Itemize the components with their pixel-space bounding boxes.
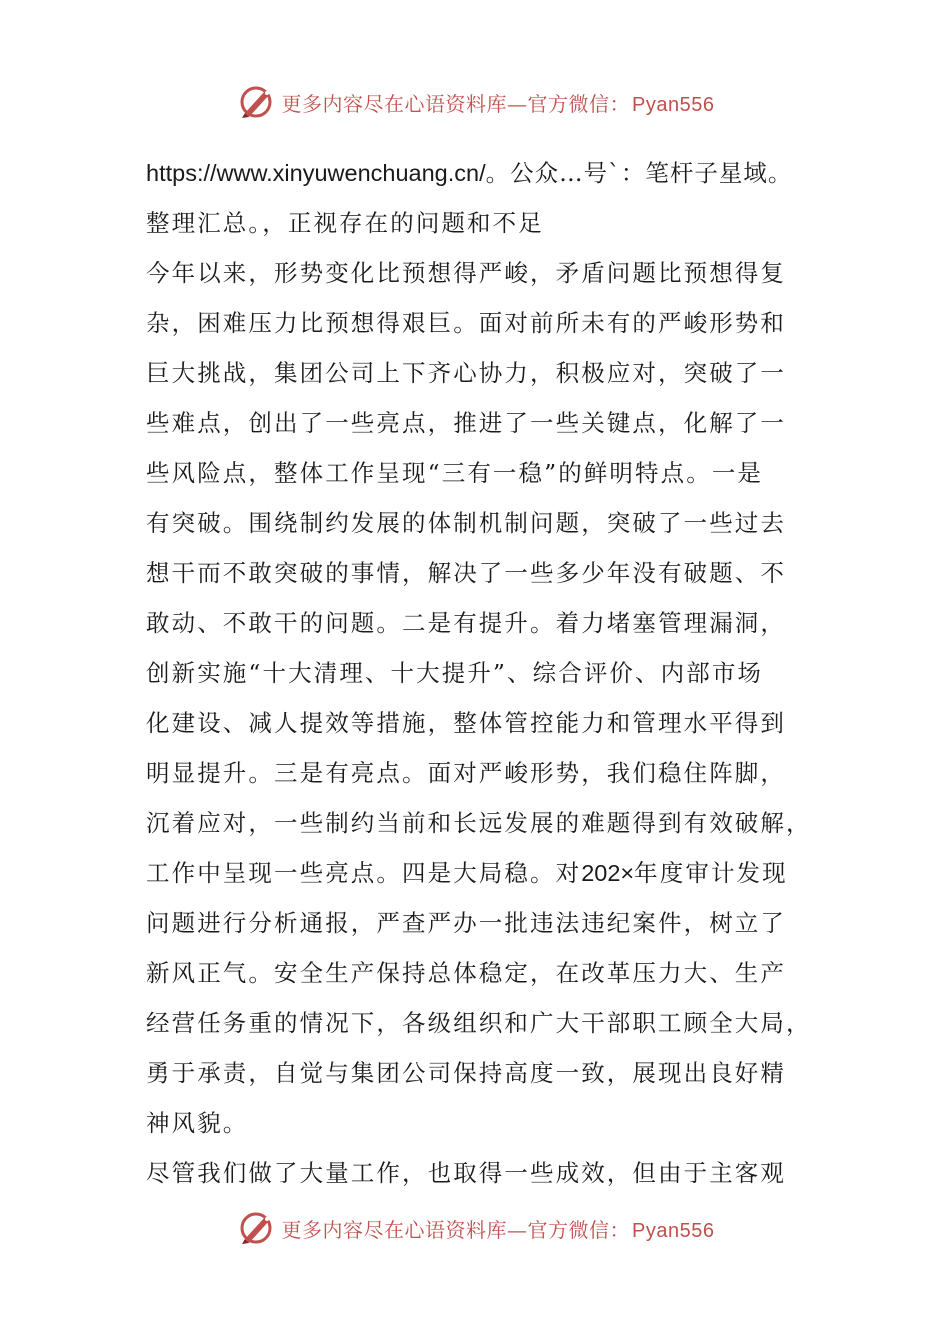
wechat-id: Pyan556 xyxy=(632,93,715,116)
paragraph-line: 工作中呈现一些亮点。四是大局稳。对202×年度审计发现 xyxy=(146,859,788,887)
paragraph-line: 些难点，创出了一些亮点，推进了一些关键点，化解了一 xyxy=(146,409,786,437)
paragraph-line: 有突破。围绕制约发展的体制机制问题，突破了一些过去 xyxy=(146,509,786,537)
header-watermark-banner xyxy=(0,80,950,124)
paragraph-line: 明显提升。三是有亮点。面对严峻形势，我们稳住阵脚， xyxy=(146,759,786,787)
paragraph-line: 今年以来，形势变化比预想得严峻，矛盾问题比预想得复 xyxy=(146,259,786,287)
paragraph-line: 想干而不敢突破的事情，解决了一些多少年没有破题、不 xyxy=(146,559,786,587)
paragraph-line: 敢动、不敢干的问题。二是有提升。着力堵塞管理漏洞， xyxy=(146,609,786,637)
document-body xyxy=(146,148,826,1198)
paragraph-line: 神风貌。 xyxy=(146,1109,249,1137)
banner-text: 更多内容尽在心语资料库—官方微信： Pyan556 xyxy=(281,91,715,116)
paragraph-line: 巨大挑战，集团公司上下齐心协力，积极应对，突破了一 xyxy=(146,359,786,387)
banner-text: 更多内容尽在心语资料库—官方微信： Pyan556 xyxy=(281,1217,715,1242)
footer-watermark-banner xyxy=(0,1206,950,1250)
paragraph-line: 经营任务重的情况下，各级组织和广大干部职工顾全大局， xyxy=(146,1009,812,1037)
wechat-id: Pyan556 xyxy=(632,1219,715,1242)
paragraph-line: 新风正气。安全生产保持总体稳定，在改革压力大、生产 xyxy=(146,959,786,987)
pen-logo-icon xyxy=(236,82,276,122)
paragraph-line: 问题进行分析通报，严查严办一批违法违纪案件，树立了 xyxy=(146,909,786,937)
source-url[interactable]: https://www.xinyuwenchuang.cn/ xyxy=(146,160,486,186)
paragraph-line: 化建设、减人提效等措施，整体管控能力和管理水平得到 xyxy=(146,709,786,737)
paragraph-line: 尽管我们做了大量工作，也取得一些成效，但由于主客观 xyxy=(146,1159,786,1187)
paragraph-line: 整理汇总。，正视存在的问题和不足 xyxy=(146,209,544,237)
paragraph-line: 杂，困难压力比预想得艰巨。面对前所未有的严峻形势和 xyxy=(146,309,786,337)
paragraph-line: https://www.xinyuwenchuang.cn/。公众…号`：笔杆子星域。 xyxy=(146,159,793,187)
pen-logo-icon xyxy=(236,1208,276,1248)
paragraph-line: 创新实施“十大清理、十大提升”、综合评价、内部市场 xyxy=(146,659,764,687)
paragraph-line: 勇于承责，自觉与集团公司保持高度一致，展现出良好精 xyxy=(146,1059,786,1087)
paragraph-line: 些风险点，整体工作呈现“三有一稳”的鲜明特点。一是 xyxy=(146,459,764,487)
paragraph-line: 沉着应对，一些制约当前和长远发展的难题得到有效破解， xyxy=(146,809,812,837)
